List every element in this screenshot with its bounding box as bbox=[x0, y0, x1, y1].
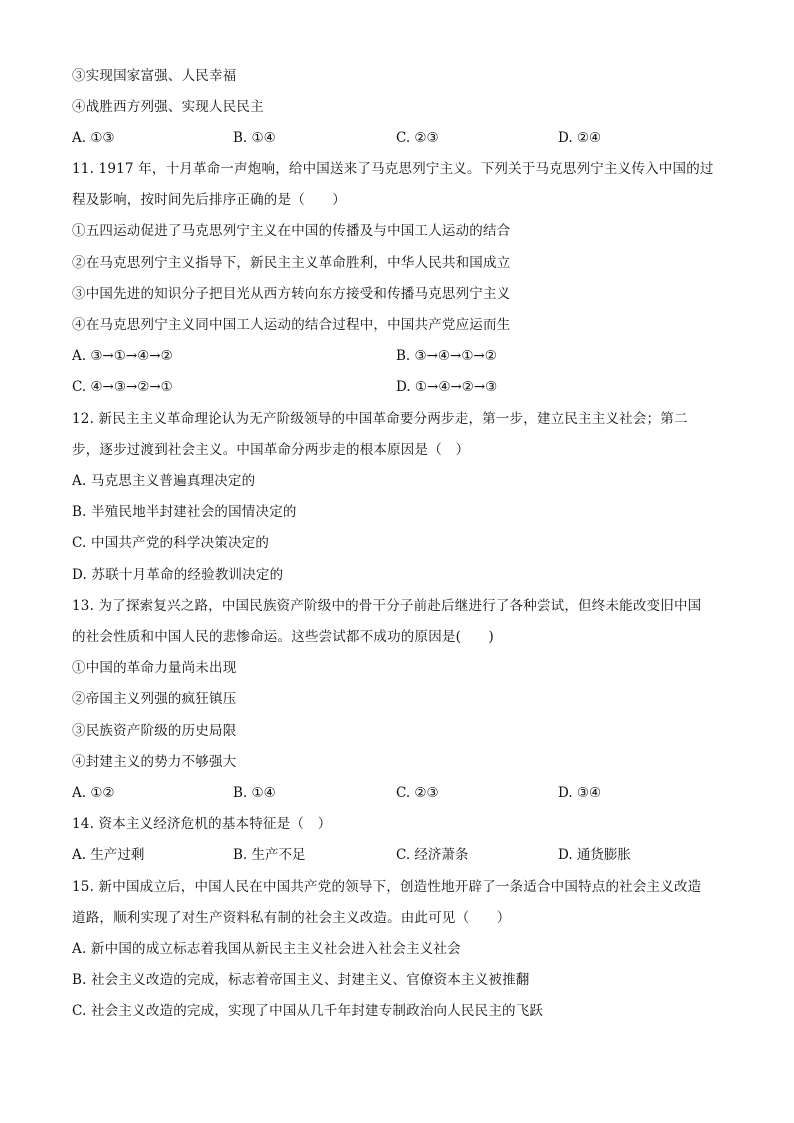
q11-option-d[interactable]: D. ①→④→②→③ bbox=[396, 379, 498, 395]
q11-item-4: ④在马克思列宁主义同中国工人运动的结合过程中，中国共产党应运而生 bbox=[72, 317, 511, 333]
q11-stem-line2: 程及影响，按时间先后排序正确的是（ ） bbox=[72, 192, 346, 208]
q14-option-c[interactable]: C. 经济萧条 bbox=[396, 847, 469, 863]
q12-option-d[interactable]: D. 苏联十月革命的经验教训决定的 bbox=[72, 567, 284, 583]
q13-option-b[interactable]: B. ①④ bbox=[233, 785, 276, 801]
q14-option-b[interactable]: B. 生产不足 bbox=[233, 847, 306, 863]
q11-item-3: ③中国先进的知识分子把目光从西方转向东方接受和传播马克思列宁主义 bbox=[72, 286, 511, 302]
q13-item-4: ④封建主义的势力不够强大 bbox=[72, 754, 237, 770]
q15-option-c[interactable]: C. 社会主义改造的完成，实现了中国从几千年封建专制政治向人民民主的飞跃 bbox=[72, 1003, 544, 1019]
q11-option-c[interactable]: C. ④→③→②→① bbox=[72, 379, 173, 395]
q13-stem-line2: 的社会性质和中国人民的悲惨命运。这些尝试都不成功的原因是( ) bbox=[72, 629, 494, 645]
q11-item-2: ②在马克思列宁主义指导下，新民主主义革命胜利，中华人民共和国成立 bbox=[72, 255, 511, 271]
q12-option-c[interactable]: C. 中国共产党的科学决策决定的 bbox=[72, 535, 270, 551]
q10-item-4: ④战胜西方列强、实现人民民主 bbox=[72, 99, 264, 115]
q13-option-d[interactable]: D. ③④ bbox=[558, 785, 602, 801]
q14-stem: 14. 资本主义经济危机的基本特征是（ ） bbox=[72, 816, 332, 832]
q15-option-b[interactable]: B. 社会主义改造的完成，标志着帝国主义、封建主义、官僚资本主义被推翻 bbox=[72, 972, 530, 988]
q10-option-b[interactable]: B. ①④ bbox=[233, 130, 276, 146]
q10-item-3: ③实现国家富强、人民幸福 bbox=[72, 68, 237, 84]
q10-option-c[interactable]: C. ②③ bbox=[396, 130, 439, 146]
q11-option-b[interactable]: B. ③→④→①→② bbox=[396, 348, 497, 364]
q11-stem-line1: 11. 1917 年，十月革命一声炮响，给中国送来了马克思列宁主义。下列关于马克思列宁主义传入中国的过 bbox=[72, 161, 714, 177]
q10-option-a[interactable]: A. ①③ bbox=[72, 130, 115, 146]
q15-stem-line2: 道路，顺利实现了对生产资料私有制的社会主义改造。由此可见（ ） bbox=[72, 910, 511, 926]
q15-stem-line1: 15. 新中国成立后，中国人民在中国共产党的领导下，创造性地开辟了一条适合中国特点的社会主义改造 bbox=[72, 879, 702, 895]
q15-option-a[interactable]: A. 新中国的成立标志着我国从新民主主义社会进入社会主义社会 bbox=[72, 941, 461, 957]
q12-option-b[interactable]: B. 半殖民地半封建社会的国情决定的 bbox=[72, 504, 297, 520]
q13-item-2: ②帝国主义列强的疯狂镇压 bbox=[72, 691, 237, 707]
q11-item-1: ①五四运动促进了马克思列宁主义在中国的传播及与中国工人运动的结合 bbox=[72, 223, 511, 239]
q11-option-a[interactable]: A. ③→①→④→② bbox=[72, 348, 173, 364]
q13-item-3: ③民族资产阶级的历史局限 bbox=[72, 723, 237, 739]
q12-stem-line2: 步，逐步过渡到社会主义。中国革命分两步走的根本原因是（ ） bbox=[72, 442, 470, 458]
q13-option-c[interactable]: C. ②③ bbox=[396, 785, 439, 801]
q10-option-d[interactable]: D. ②④ bbox=[558, 130, 602, 146]
q12-stem-line1: 12. 新民主主义革命理论认为无产阶级领导的中国革命要分两步走，第一步，建立民主主义社会；第二 bbox=[72, 411, 688, 427]
q14-option-a[interactable]: A. 生产过剩 bbox=[72, 847, 145, 863]
q13-item-1: ①中国的革命力量尚未出现 bbox=[72, 660, 237, 676]
q12-option-a[interactable]: A. 马克思主义普遍真理决定的 bbox=[72, 473, 256, 489]
q13-stem-line1: 13. 为了探索复兴之路，中国民族资产阶级中的骨干分子前赴后继进行了各种尝试，但终未能改变旧中国 bbox=[72, 598, 702, 614]
q13-option-a[interactable]: A. ①② bbox=[72, 785, 115, 801]
q14-option-d[interactable]: D. 通货膨胀 bbox=[558, 847, 631, 863]
